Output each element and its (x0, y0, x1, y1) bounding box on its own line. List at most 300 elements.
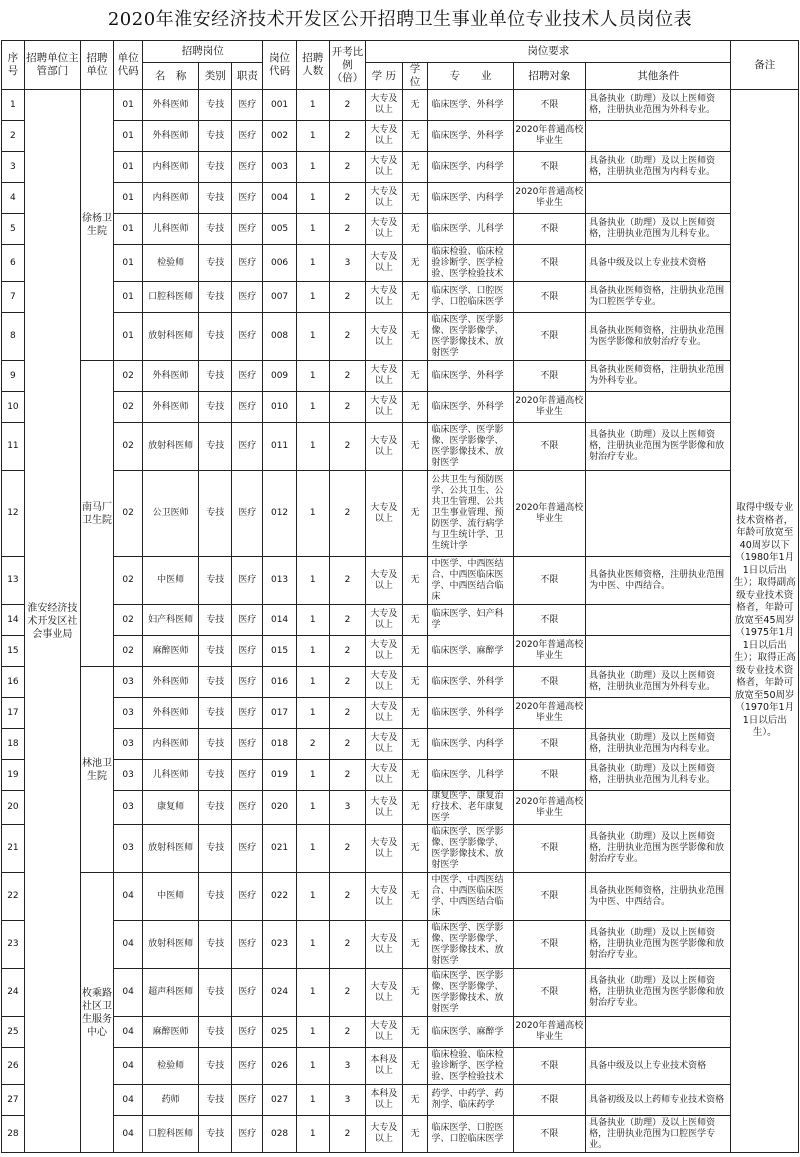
header-pos-code: 岗位代码 (263, 41, 296, 90)
cell-unit: 南马厂卫生院 (80, 361, 113, 667)
cell-target: 不限 (513, 245, 586, 282)
cell-other: 具备执业医师资格，注册执业范围为外科专业。 (586, 361, 731, 392)
cell-ratio: 2 (329, 183, 365, 214)
table-row (2, 313, 799, 361)
cell-ratio: 2 (329, 667, 365, 698)
cell-degree: 无 (402, 791, 428, 825)
header-position-group: 招聘岗位 (143, 41, 263, 63)
cell-seq: 12 (2, 471, 25, 557)
cell-major: 临床医学、口腔医学、口腔临床医学 (428, 282, 513, 313)
cell-pos-name: 放射科医师 (143, 423, 199, 471)
cell-major: 临床医学、医学影像、医学影像学、医学影像技术、放射医学 (428, 825, 513, 873)
cell-pos-duty: 医疗 (232, 1085, 263, 1116)
header-major: 专 业 (428, 63, 513, 90)
cell-other: 具备执业（助理）及以上医师资格，注册执业范围为医学影像和放射治疗专业。 (586, 423, 731, 471)
header-degree: 学 位 (402, 63, 428, 90)
cell-major: 临床医学、口腔医学、口腔临床医学 (428, 1116, 513, 1153)
cell-major: 临床医学、内科学 (428, 729, 513, 760)
cell-pos-duty: 医疗 (232, 698, 263, 729)
table-row (2, 245, 799, 282)
cell-seq: 1 (2, 90, 25, 121)
cell-count: 1 (296, 392, 329, 423)
cell-unit-code: 04 (114, 1017, 143, 1048)
cell-pos-type: 专技 (199, 873, 232, 921)
cell-degree: 无 (402, 392, 428, 423)
cell-seq: 5 (2, 214, 25, 245)
cell-pos-type: 专技 (199, 667, 232, 698)
cell-pos-code: 009 (263, 361, 296, 392)
cell-ratio: 2 (329, 921, 365, 969)
cell-edu: 大专及以上 (366, 873, 402, 921)
cell-other: 具备执业医师资格，注册执业范围为中医、中西结合。 (586, 873, 731, 921)
cell-pos-name: 检验师 (143, 1048, 199, 1085)
header-target: 招聘对象 (513, 63, 586, 90)
cell-pos-duty: 医疗 (232, 729, 263, 760)
cell-target: 2020年普通高校毕业生 (513, 791, 586, 825)
cell-target: 不限 (513, 825, 586, 873)
cell-degree: 无 (402, 152, 428, 183)
cell-unit-code: 03 (114, 760, 143, 791)
table-row (2, 698, 799, 729)
cell-pos-code: 003 (263, 152, 296, 183)
cell-major: 临床医学、医学影像、医学影像学、医学影像技术、放射医学 (428, 313, 513, 361)
cell-pos-type: 专技 (199, 282, 232, 313)
cell-count: 1 (296, 121, 329, 152)
cell-pos-duty: 医疗 (232, 423, 263, 471)
cell-degree: 无 (402, 969, 428, 1017)
cell-pos-code: 026 (263, 1048, 296, 1085)
cell-degree: 无 (402, 825, 428, 873)
cell-other (586, 471, 731, 557)
cell-ratio: 2 (329, 760, 365, 791)
table-row (2, 471, 799, 557)
cell-edu: 大专及以上 (366, 214, 402, 245)
cell-pos-type: 专技 (199, 698, 232, 729)
table-row (2, 605, 799, 636)
cell-major: 临床医学、妇产科学 (428, 605, 513, 636)
cell-seq: 24 (2, 969, 25, 1017)
table-row (2, 121, 799, 152)
cell-count: 1 (296, 921, 329, 969)
cell-major: 临床医学、外科学 (428, 361, 513, 392)
table-row (2, 729, 799, 760)
cell-unit-code: 01 (114, 245, 143, 282)
cell-other: 具备执业医师资格，注册执业范围为医学影像和放射治疗专业。 (586, 313, 731, 361)
cell-ratio: 2 (329, 392, 365, 423)
cell-count: 1 (296, 183, 329, 214)
cell-count: 1 (296, 471, 329, 557)
cell-edu: 大专及以上 (366, 969, 402, 1017)
cell-pos-type: 专技 (199, 557, 232, 605)
cell-other (586, 636, 731, 667)
cell-pos-name: 药师 (143, 1085, 199, 1116)
cell-pos-duty: 医疗 (232, 1116, 263, 1153)
cell-major: 临床医学、外科学 (428, 698, 513, 729)
cell-pos-type: 专技 (199, 121, 232, 152)
cell-pos-name: 麻醉医师 (143, 1017, 199, 1048)
cell-degree: 无 (402, 1048, 428, 1085)
cell-pos-name: 外科医师 (143, 121, 199, 152)
cell-unit-code: 01 (114, 183, 143, 214)
cell-pos-duty: 医疗 (232, 313, 263, 361)
cell-pos-name: 内科医师 (143, 729, 199, 760)
cell-unit-code: 04 (114, 873, 143, 921)
cell-major: 临床医学、麻醉学 (428, 1017, 513, 1048)
cell-pos-duty: 医疗 (232, 557, 263, 605)
cell-degree: 无 (402, 121, 428, 152)
cell-pos-code: 019 (263, 760, 296, 791)
cell-ratio: 2 (329, 873, 365, 921)
cell-seq: 8 (2, 313, 25, 361)
cell-unit-code: 02 (114, 392, 143, 423)
cell-count: 1 (296, 791, 329, 825)
cell-major: 临床医学、外科学 (428, 121, 513, 152)
table-row (2, 214, 799, 245)
cell-ratio: 2 (329, 423, 365, 471)
cell-seq: 17 (2, 698, 25, 729)
cell-target: 不限 (513, 313, 586, 361)
cell-pos-type: 专技 (199, 1085, 232, 1116)
table-row (2, 1017, 799, 1048)
cell-ratio: 2 (329, 557, 365, 605)
cell-ratio: 2 (329, 729, 365, 760)
cell-other (586, 392, 731, 423)
table-row (2, 1085, 799, 1116)
cell-degree: 无 (402, 471, 428, 557)
cell-target: 不限 (513, 921, 586, 969)
cell-target: 不限 (513, 605, 586, 636)
cell-degree: 无 (402, 282, 428, 313)
cell-pos-code: 015 (263, 636, 296, 667)
cell-edu: 大专及以上 (366, 313, 402, 361)
cell-pos-type: 专技 (199, 392, 232, 423)
table-row (2, 90, 799, 121)
cell-other: 具备执业（助理）及以上医师资格，注册执业范围为内科专业。 (586, 729, 731, 760)
cell-count: 1 (296, 557, 329, 605)
cell-unit-code: 04 (114, 921, 143, 969)
cell-pos-name: 外科医师 (143, 667, 199, 698)
cell-pos-type: 专技 (199, 90, 232, 121)
cell-pos-code: 005 (263, 214, 296, 245)
table-row (2, 282, 799, 313)
cell-pos-name: 内科医师 (143, 152, 199, 183)
cell-pos-type: 专技 (199, 791, 232, 825)
cell-other: 具备执业（助理）及以上医师资格，注册执业范围为内科专业。 (586, 152, 731, 183)
cell-target: 不限 (513, 152, 586, 183)
cell-count: 1 (296, 1116, 329, 1153)
cell-seq: 25 (2, 1017, 25, 1048)
cell-other: 具备执业（助理）及以上医师资格，注册执业范围为外科专业。 (586, 667, 731, 698)
cell-ratio: 3 (329, 1048, 365, 1085)
cell-target: 不限 (513, 214, 586, 245)
cell-pos-duty: 医疗 (232, 152, 263, 183)
cell-pos-code: 002 (263, 121, 296, 152)
cell-unit-code: 01 (114, 214, 143, 245)
cell-seq: 21 (2, 825, 25, 873)
cell-pos-type: 专技 (199, 825, 232, 873)
cell-major: 临床检验、临床检验诊断学、医学检验、医学检验技术 (428, 1048, 513, 1085)
cell-target: 2020年普通高校毕业生 (513, 471, 586, 557)
cell-count: 1 (296, 636, 329, 667)
cell-count: 1 (296, 361, 329, 392)
cell-count: 1 (296, 152, 329, 183)
cell-major: 临床医学、医学影像、医学影像学、医学影像技术、放射医学 (428, 921, 513, 969)
cell-edu: 大专及以上 (366, 183, 402, 214)
cell-pos-duty: 医疗 (232, 90, 263, 121)
cell-edu: 大专及以上 (366, 921, 402, 969)
cell-seq: 18 (2, 729, 25, 760)
cell-degree: 无 (402, 313, 428, 361)
cell-pos-duty: 医疗 (232, 245, 263, 282)
cell-major: 临床医学、麻醉学 (428, 636, 513, 667)
header-pos-name: 名 称 (143, 63, 199, 90)
cell-unit-code: 01 (114, 121, 143, 152)
positions-table (1, 40, 799, 1153)
cell-pos-type: 专技 (199, 921, 232, 969)
cell-other (586, 121, 731, 152)
cell-pos-code: 027 (263, 1085, 296, 1116)
cell-unit-code: 02 (114, 361, 143, 392)
cell-unit-code: 04 (114, 969, 143, 1017)
cell-pos-type: 专技 (199, 214, 232, 245)
cell-count: 1 (296, 667, 329, 698)
cell-other: 具备执业（助理）及以上医师资格，注册执业范围为儿科专业。 (586, 214, 731, 245)
cell-seq: 2 (2, 121, 25, 152)
cell-target: 不限 (513, 873, 586, 921)
cell-seq: 28 (2, 1116, 25, 1153)
cell-pos-name: 检验师 (143, 245, 199, 282)
cell-major: 临床医学、外科学 (428, 90, 513, 121)
cell-pos-name: 外科医师 (143, 698, 199, 729)
cell-pos-duty: 医疗 (232, 183, 263, 214)
table-row (2, 791, 799, 825)
cell-pos-type: 专技 (199, 183, 232, 214)
cell-pos-name: 儿科医师 (143, 760, 199, 791)
cell-pos-type: 专技 (199, 245, 232, 282)
cell-unit: 林池卫生院 (80, 667, 113, 873)
cell-edu: 大专及以上 (366, 1116, 402, 1153)
cell-ratio: 2 (329, 361, 365, 392)
cell-unit-code: 01 (114, 282, 143, 313)
cell-major: 临床检验、临床检验诊断学、医学检验、医学检验技术 (428, 245, 513, 282)
cell-pos-type: 专技 (199, 760, 232, 791)
cell-pos-code: 013 (263, 557, 296, 605)
cell-count: 1 (296, 1017, 329, 1048)
cell-count: 2 (296, 729, 329, 760)
cell-pos-code: 022 (263, 873, 296, 921)
cell-other: 具备初级及以上药师专业技术资格 (586, 1085, 731, 1116)
cell-count: 1 (296, 969, 329, 1017)
header-ratio: 开考比例（倍） (329, 41, 365, 90)
header-seq: 序号 (2, 41, 25, 90)
cell-edu: 大专及以上 (366, 361, 402, 392)
cell-pos-name: 中医师 (143, 557, 199, 605)
cell-major: 公共卫生与预防医学、公共卫生、公共卫生管理、公共卫生事业管理、预防医学、流行病学与卫生统计学、卫生统计学 (428, 471, 513, 557)
cell-pos-code: 006 (263, 245, 296, 282)
header-count: 招聘人数 (296, 41, 329, 90)
cell-other: 具备执业（助理）及以上医师资格，注册执业范围为口腔医学专业。 (586, 1116, 731, 1153)
cell-ratio: 2 (329, 313, 365, 361)
cell-other (586, 183, 731, 214)
cell-major: 临床医学、儿科学 (428, 760, 513, 791)
cell-target: 2020年普通高校毕业生 (513, 1017, 586, 1048)
cell-ratio: 2 (329, 605, 365, 636)
cell-count: 1 (296, 873, 329, 921)
cell-degree: 无 (402, 636, 428, 667)
cell-unit-code: 03 (114, 698, 143, 729)
cell-pos-type: 专技 (199, 471, 232, 557)
cell-edu: 大专及以上 (366, 791, 402, 825)
cell-count: 1 (296, 245, 329, 282)
cell-edu: 大专及以上 (366, 605, 402, 636)
cell-seq: 16 (2, 667, 25, 698)
cell-other: 具备执业（助理）及以上医师资格，注册执业范围为医学影像和放射治疗专业。 (586, 921, 731, 969)
cell-count: 1 (296, 605, 329, 636)
cell-unit-code: 03 (114, 667, 143, 698)
cell-degree: 无 (402, 873, 428, 921)
cell-major: 康复医学、康复治疗技术、老年康复医学 (428, 791, 513, 825)
cell-edu: 大专及以上 (366, 245, 402, 282)
cell-degree: 无 (402, 245, 428, 282)
cell-pos-type: 专技 (199, 729, 232, 760)
cell-pos-name: 妇产科医师 (143, 605, 199, 636)
cell-pos-code: 001 (263, 90, 296, 121)
cell-target: 2020年普通高校毕业生 (513, 121, 586, 152)
cell-note: 取得中级专业技术资格者，年龄可放宽至40周岁以下（1980年1月1日以后出生）；取得副高级专业技术资格者，年龄可放宽至45周岁（1975年1月1日以后出生）；取得正高级专业技术资格者，年龄可放宽至50周岁（1970年1月1日以后出生）。 (731, 90, 799, 1153)
cell-pos-name: 中医师 (143, 873, 199, 921)
table-row (2, 921, 799, 969)
cell-pos-type: 专技 (199, 313, 232, 361)
cell-target: 2020年普通高校毕业生 (513, 183, 586, 214)
cell-other: 具备执业（助理）及以上医师资格，注册执业范围为医学影像和放射治疗专业。 (586, 825, 731, 873)
cell-unit-code: 02 (114, 557, 143, 605)
cell-ratio: 2 (329, 121, 365, 152)
cell-major: 临床医学、医学影像、医学影像学、医学影像技术、放射医学 (428, 969, 513, 1017)
cell-seq: 15 (2, 636, 25, 667)
cell-pos-duty: 医疗 (232, 791, 263, 825)
table-row (2, 183, 799, 214)
cell-degree: 无 (402, 605, 428, 636)
cell-ratio: 2 (329, 90, 365, 121)
cell-pos-code: 021 (263, 825, 296, 873)
cell-pos-code: 017 (263, 698, 296, 729)
cell-pos-duty: 医疗 (232, 760, 263, 791)
cell-edu: 大专及以上 (366, 121, 402, 152)
header-pos-type: 类别 (199, 63, 232, 90)
cell-pos-duty: 医疗 (232, 636, 263, 667)
cell-degree: 无 (402, 921, 428, 969)
cell-ratio: 2 (329, 282, 365, 313)
cell-edu: 大专及以上 (366, 557, 402, 605)
cell-ratio: 2 (329, 1116, 365, 1153)
cell-seq: 26 (2, 1048, 25, 1085)
cell-edu: 大专及以上 (366, 760, 402, 791)
cell-other: 具备执业（助理）及以上医师资格，注册执业范围为儿科专业。 (586, 760, 731, 791)
cell-seq: 10 (2, 392, 25, 423)
cell-pos-name: 外科医师 (143, 90, 199, 121)
table-row (2, 392, 799, 423)
cell-pos-type: 专技 (199, 1017, 232, 1048)
cell-degree: 无 (402, 90, 428, 121)
cell-unit: 徐杨卫生院 (80, 90, 113, 361)
cell-target: 不限 (513, 969, 586, 1017)
cell-seq: 20 (2, 791, 25, 825)
cell-edu: 大专及以上 (366, 392, 402, 423)
header-unit: 招聘单位 (80, 41, 113, 90)
cell-pos-name: 外科医师 (143, 392, 199, 423)
cell-major: 临床医学、外科学 (428, 392, 513, 423)
cell-pos-type: 专技 (199, 969, 232, 1017)
cell-pos-code: 008 (263, 313, 296, 361)
table-row (2, 969, 799, 1017)
cell-degree: 无 (402, 1085, 428, 1116)
cell-edu: 大专及以上 (366, 1017, 402, 1048)
cell-seq: 6 (2, 245, 25, 282)
cell-degree: 无 (402, 729, 428, 760)
cell-ratio: 2 (329, 471, 365, 557)
cell-pos-code: 024 (263, 969, 296, 1017)
cell-ratio: 2 (329, 969, 365, 1017)
cell-count: 1 (296, 214, 329, 245)
cell-degree: 无 (402, 1017, 428, 1048)
cell-edu: 本科及以上 (366, 1048, 402, 1085)
cell-major: 临床医学、内科学 (428, 183, 513, 214)
document-title: 2020年淮安经济技术开发区公开招聘卫生事业单位专业技术人员岗位表 (107, 9, 693, 30)
cell-pos-name: 麻醉医师 (143, 636, 199, 667)
table-row (2, 1116, 799, 1153)
cell-count: 1 (296, 1048, 329, 1085)
cell-pos-name: 超声科医师 (143, 969, 199, 1017)
table-row (2, 361, 799, 392)
cell-major: 中医学、中西医结合、中西医临床医学、中西医结合临床 (428, 557, 513, 605)
cell-pos-code: 014 (263, 605, 296, 636)
cell-target: 2020年普通高校毕业生 (513, 698, 586, 729)
cell-degree: 无 (402, 557, 428, 605)
cell-pos-name: 放射科医师 (143, 313, 199, 361)
table-row (2, 825, 799, 873)
cell-pos-duty: 医疗 (232, 1017, 263, 1048)
table-row (2, 636, 799, 667)
cell-other (586, 791, 731, 825)
cell-edu: 大专及以上 (366, 636, 402, 667)
cell-unit-code: 02 (114, 605, 143, 636)
cell-pos-type: 专技 (199, 605, 232, 636)
cell-degree: 无 (402, 183, 428, 214)
table-row (2, 760, 799, 791)
cell-degree: 无 (402, 667, 428, 698)
cell-pos-type: 专技 (199, 361, 232, 392)
cell-pos-type: 专技 (199, 1116, 232, 1153)
cell-pos-duty: 医疗 (232, 1048, 263, 1085)
table-row (2, 557, 799, 605)
cell-unit-code: 01 (114, 90, 143, 121)
cell-target: 不限 (513, 282, 586, 313)
cell-pos-name: 内科医师 (143, 183, 199, 214)
cell-pos-type: 专技 (199, 423, 232, 471)
cell-edu: 大专及以上 (366, 423, 402, 471)
cell-pos-code: 010 (263, 392, 296, 423)
cell-other: 具备中级及以上专业技术资格 (586, 1048, 731, 1085)
cell-seq: 11 (2, 423, 25, 471)
cell-pos-type: 专技 (199, 1048, 232, 1085)
cell-seq: 27 (2, 1085, 25, 1116)
cell-unit-code: 03 (114, 791, 143, 825)
cell-degree: 无 (402, 214, 428, 245)
cell-degree: 无 (402, 423, 428, 471)
cell-seq: 14 (2, 605, 25, 636)
cell-other: 具备中级及以上专业技术资格 (586, 245, 731, 282)
cell-unit-code: 04 (114, 1116, 143, 1153)
